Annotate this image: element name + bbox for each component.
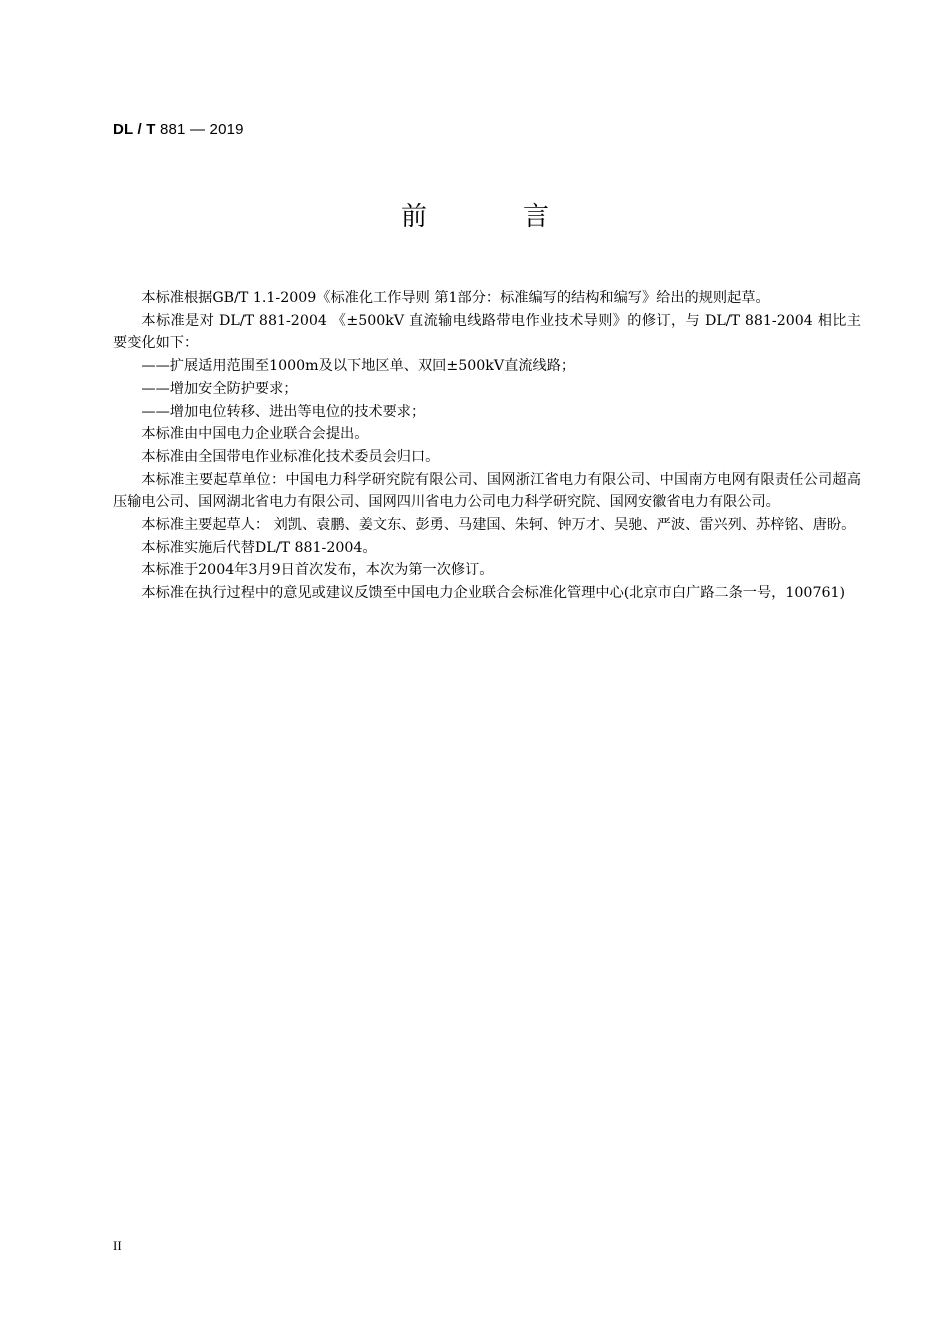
list-item: ——增加电位转移、进出等电位的技术要求；	[141, 403, 426, 420]
foreword-body	[113, 287, 861, 605]
paragraph: 本标准由中国电力企业联合会提出。	[141, 426, 369, 443]
page-title: 前言	[400, 202, 645, 232]
document-code-number: 881 — 2019	[159, 121, 244, 138]
page-number: II	[113, 1238, 122, 1253]
paragraph: 本标准主要起草人： 刘凯、袁鹏、姜文东、彭勇、马建国、朱轲、钟万才、吴驰、严波、雷兴列、苏梓铭、唐盼。	[141, 517, 856, 534]
list-item: ——增加安全防护要求；	[141, 380, 298, 397]
paragraph: 本标准在执行过程中的意见或建议反馈至中国电力企业联合会标准化管理中心(北京市白广路二条一号，100761)	[141, 585, 846, 602]
paragraph: 本标准由全国带电作业标准化技术委员会归口。	[141, 448, 440, 465]
paragraph: 本标准主要起草单位：中国电力科学研究院有限公司、国网浙江省电力有限公司、中国南方电网有限责任公司超高压输电公司、国网湖北省电力有限公司、国网四川省电力公司电力科学研究院、国网安徽省电力有限公司。	[113, 471, 861, 511]
paragraph: 本标准是对 DL/T 881-2004 《±500kV 直流输电线路带电作业技术导则》的修订，与 DL/T 881-2004 相比主要变化如下：	[113, 312, 861, 352]
list-item: ——扩展适用范围至1000m及以下地区单、双回±500kV直流线路；	[141, 358, 576, 375]
document-code-prefix: DL / T	[113, 121, 156, 138]
paragraph: 本标准根据GB/T 1.1-2009《标准化工作导则 第1部分：标准编写的结构和编写》给出的规则起草。	[141, 290, 770, 306]
paragraph: 本标准于2004年3月9日首次发布，本次为第一次修订。	[141, 562, 494, 579]
document-code	[113, 121, 244, 138]
paragraph: 本标准实施后代替DL/T 881-2004。	[141, 539, 377, 556]
